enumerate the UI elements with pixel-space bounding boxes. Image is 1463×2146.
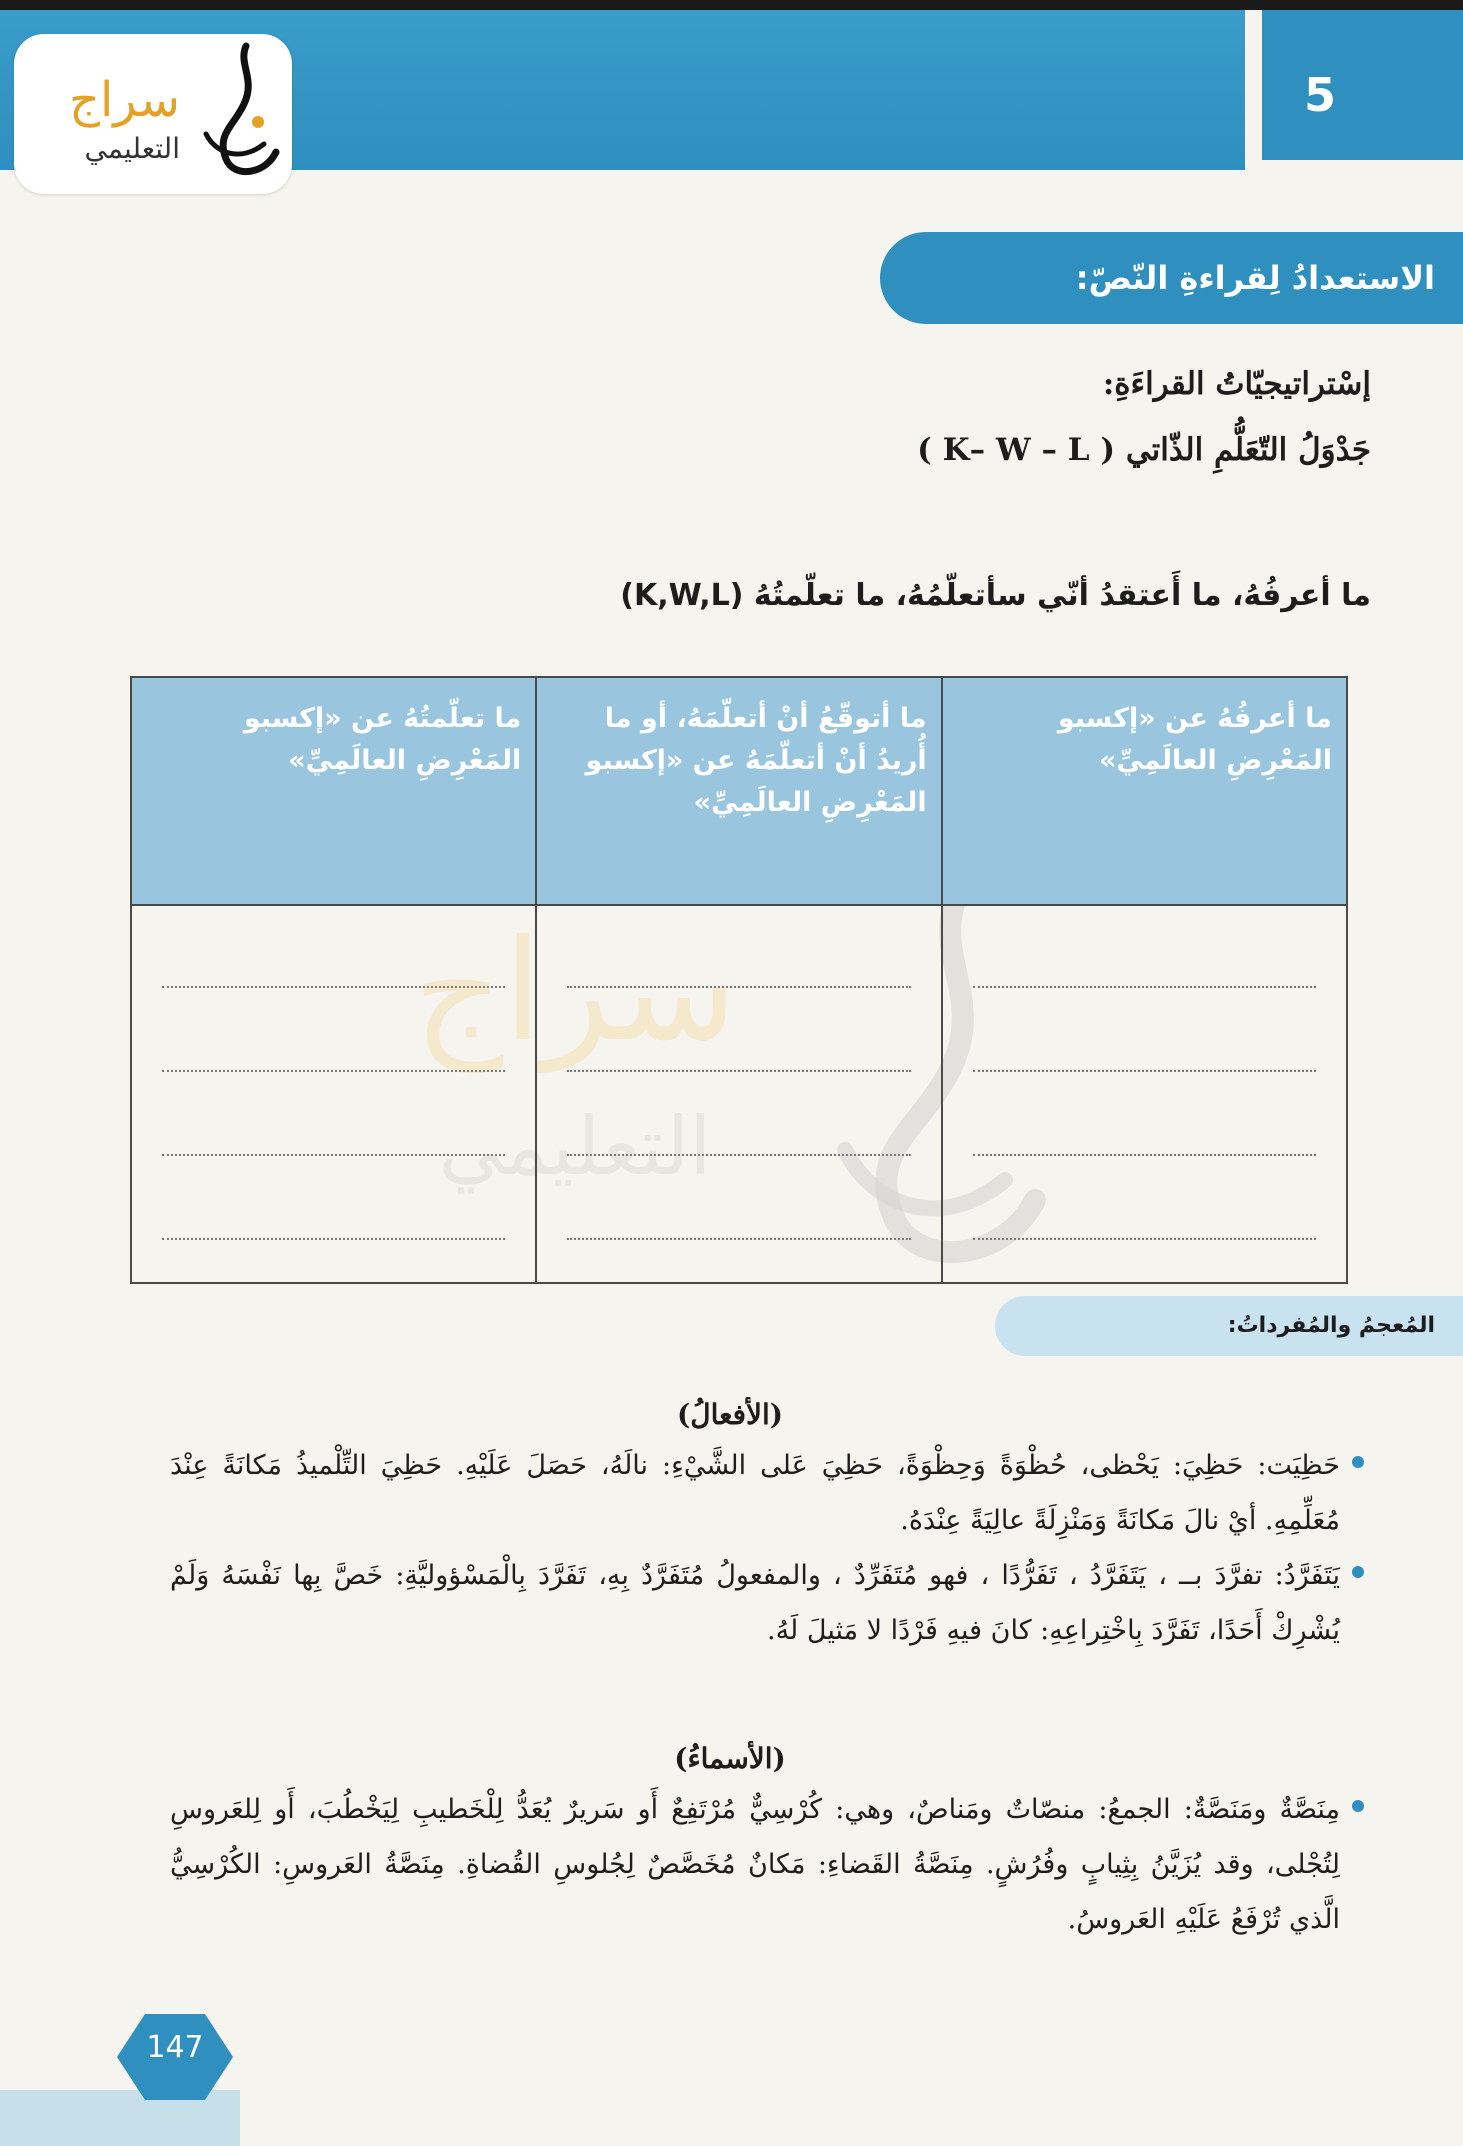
- kwl-answer-row: [131, 905, 1347, 1283]
- answer-line: [162, 1010, 505, 1072]
- bullet-icon: [1352, 1800, 1364, 1812]
- page-number: 147: [146, 2030, 204, 2065]
- publisher-logo: [14, 34, 292, 194]
- noun-entry: مِنَصَّةٌ ومَنَصَّةٌ: الجمعُ: منصّاتٌ ومَناصٌ، وهي: كُرْسِيٌّ مُرْتَفِعٌ أَو سَريرٌ يُعَدُّ لِلْخَطيبِ لِيَخْطُبَ، أَو لِلعَروسِ لِتُجْلى، وقد يُزَيَّنُ بِثِيابٍ وفُرُشٍ. مِنَصَّةُ القَضاءِ: مَكانٌ مُخَصَّصٌ لِجُلوسِ القُضاةِ. مِنَصَّةُ العَروسِ: الكُرْسِيُّ الَّذي تُرْفَعُ عَلَيْهِ العَروسُ.: [170, 1794, 1340, 1935]
- answer-line: [162, 1178, 505, 1240]
- lesson-number: 5: [1303, 68, 1336, 122]
- kwl-header-want: ما أتوقّعُ أنْ أتعلّمَهُ، أو ما أُريدُ أنْ أتعلّمَهُ عن «إكسبو المَعْرِضِ العالَمِيِّ»: [536, 677, 941, 905]
- nouns-title: (الأسماءُ): [674, 1742, 786, 1775]
- bullet-icon: [1352, 1566, 1364, 1578]
- watermark-subword: التعليمي: [438, 1100, 712, 1193]
- page-top-edge: [0, 0, 1463, 10]
- answer-line: [162, 1094, 505, 1156]
- strategies-title: إسْتراتيجيّاتُ القراءَةِ:: [1102, 366, 1371, 402]
- vocab-header: [995, 1296, 1463, 1356]
- kwl-answer-learned[interactable]: [131, 905, 536, 1283]
- answer-line: [162, 926, 505, 988]
- kwl-answer-know[interactable]: [942, 905, 1347, 1283]
- vocab-title: المُعجمُ والمُفرداتُ:: [1227, 1313, 1435, 1338]
- bullet-icon: [1352, 1456, 1364, 1468]
- kwl-table: [130, 676, 1348, 1284]
- verb-entry: يَتَفَرَّدُ: تفرَّدَ بــ ، يَتَفَرَّدُ ، تَفَرُّدًا ، فهو مُتَفَرِّدٌ ، والمفعولُ مُتَفَرَّدٌ بِهِ، تَفَرَّدَ بِالْمَسْؤوليَّةِ: خَصَّ بِها نَفْسَهُ وَلَمْ يُشْرِكْ أَحَدًا، تَفَرَّدَ بِاخْتِراعِهِ: كانَ فيهِ فَرْدًا لا مَثيلَ لَهُ.: [170, 1560, 1340, 1646]
- section-header: [880, 232, 1463, 324]
- answer-line: [973, 926, 1316, 988]
- kwl-header-learned: ما تعلّمتُهُ عن «إكسبو المَعْرِضِ العالَمِيِّ»: [131, 677, 536, 905]
- kwl-header-know: ما أعرفُهُ عن «إكسبو المَعْرِضِ العالَمِيِّ»: [942, 677, 1347, 905]
- answer-line: [973, 1178, 1316, 1240]
- kwl-header-row: [131, 677, 1347, 905]
- logo-word: سراج: [68, 72, 180, 128]
- answer-line: [567, 1178, 910, 1240]
- answer-line: [973, 1010, 1316, 1072]
- calligraphy-logo-icon: [186, 34, 296, 194]
- kwl-prompt: ما أعرفُهُ، ما أَعتقدُ أنّي سأتعلّمُهُ، ما تعلّمتُهُ (K,W,L): [620, 578, 1371, 613]
- answer-line: [567, 926, 910, 988]
- strategies-subtitle: جَدْوَلُ التّعَلُّمِ الذّاتي ( K– W – L ): [917, 432, 1371, 468]
- verbs-title: (الأفعالُ): [676, 1398, 783, 1431]
- logo-subword: التعليمي: [84, 132, 180, 165]
- answer-line: [567, 1010, 910, 1072]
- section-title: الاستعدادُ لِقراءةِ النّصّ:: [1075, 259, 1435, 297]
- kwl-answer-want[interactable]: [536, 905, 941, 1283]
- watermark-word: سراج: [413, 910, 737, 1073]
- verb-entry: حَظِيَت: حَظِيَ: يَحْظى، حُظْوَةً وَحِظْوَةً، حَظِيَ عَلى الشَّيْءِ: نالَهُ، حَصَلَ عَلَيْهِ. حَظِيَ التِّلْميذُ مَكانَةً عِنْدَ مُعَلِّمِهِ. أيْ نالَ مَكانَةً وَمَنْزِلَةً عالِيَةً عِنْدَهُ.: [170, 1450, 1340, 1536]
- answer-line: [973, 1094, 1316, 1156]
- answer-line: [567, 1094, 910, 1156]
